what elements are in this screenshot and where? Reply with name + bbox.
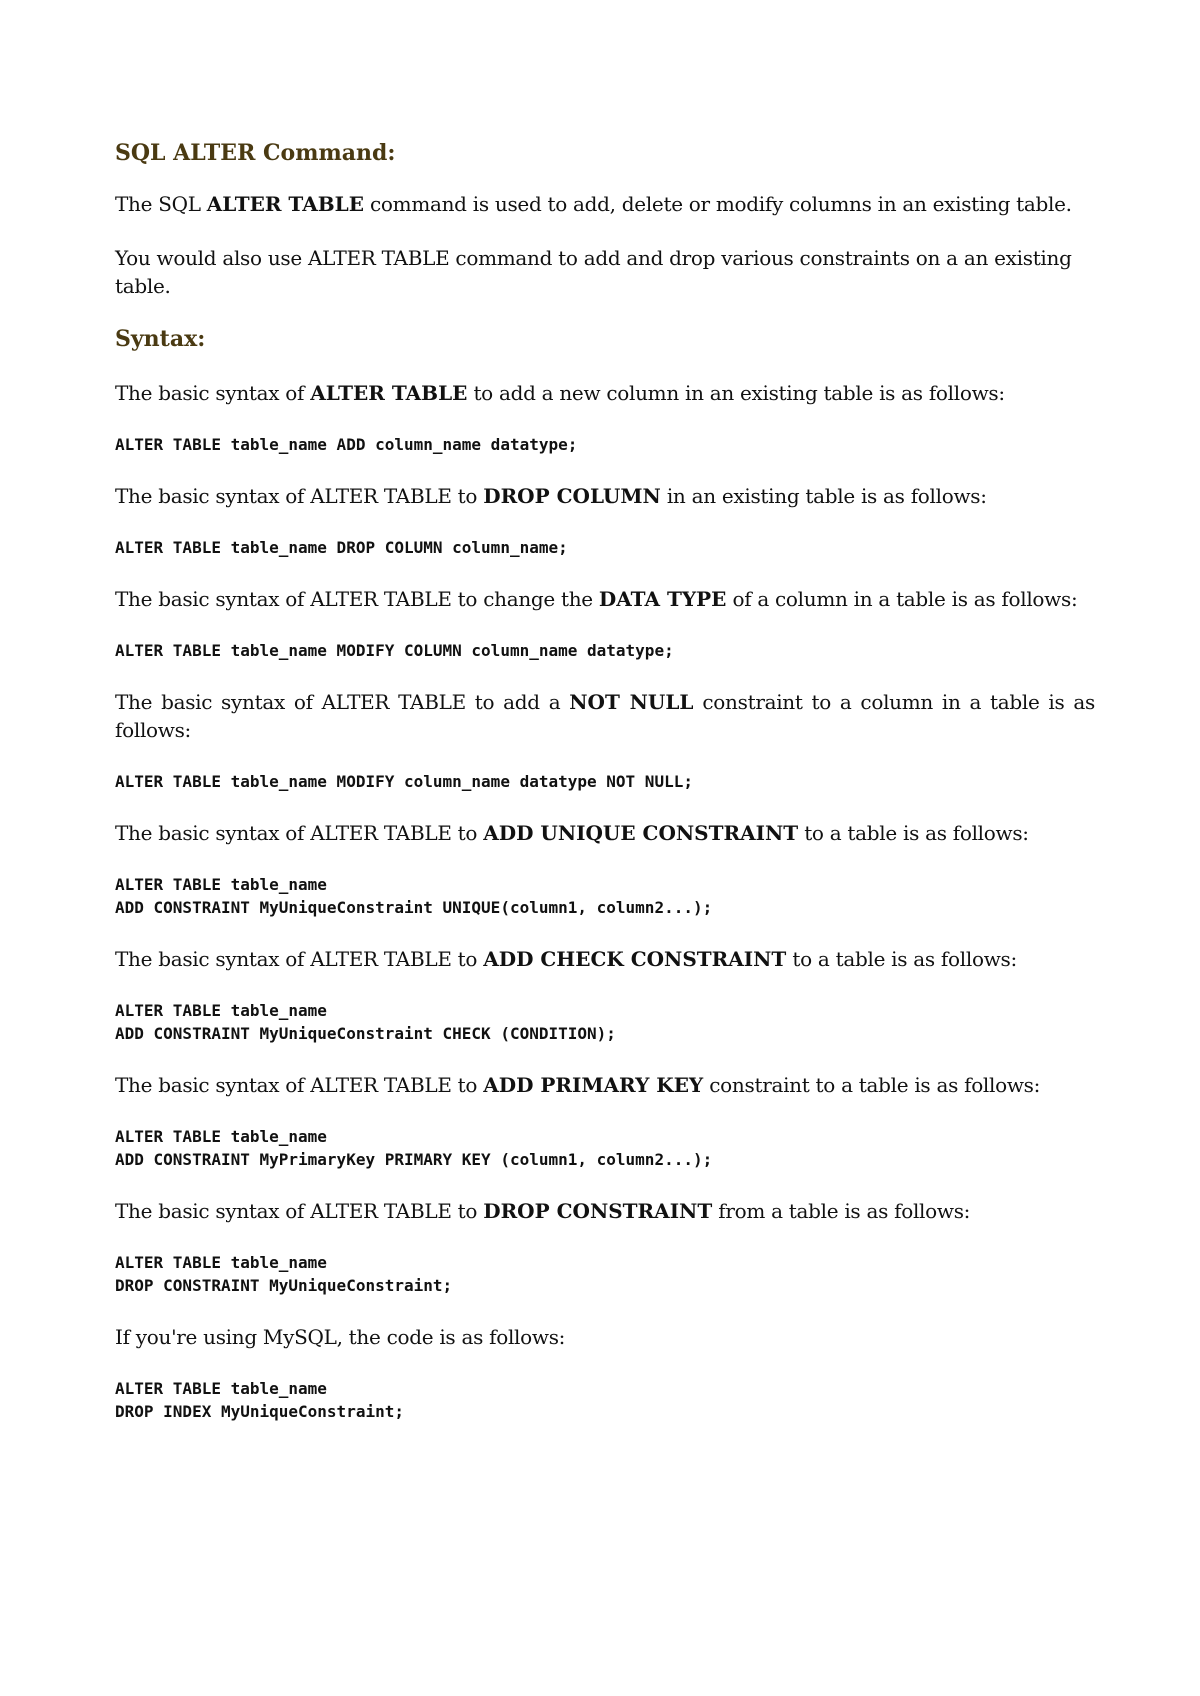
description-keyword: ADD CHECK CONSTRAINT [483, 946, 787, 971]
description-keyword: DATA TYPE [598, 586, 727, 611]
document-page [115, 140, 1095, 1449]
section-description [115, 945, 1095, 973]
description-text: If you're using MySQL, the code is as follows: [115, 1324, 566, 1349]
page-title: SQL ALTER Command: [115, 140, 396, 166]
code-block [115, 873, 1095, 919]
syntax-heading: Syntax: [115, 326, 206, 353]
section-description [115, 1071, 1095, 1099]
code-line: ADD CONSTRAINT MyPrimaryKey PRIMARY KEY (column1, column2...); [115, 1149, 713, 1169]
section-description [115, 379, 1095, 407]
description-text: in an existing table is as follows: [660, 483, 987, 508]
description-text: constraint to a column in a table is as follows: [115, 689, 1095, 742]
description-text: of a column in a table is as follows: [726, 586, 1078, 611]
section-description [115, 585, 1095, 613]
description-text: from a table is as follows: [712, 1198, 971, 1223]
description-text: The basic syntax of ALTER TABLE to [115, 1198, 484, 1223]
code-line: ALTER TABLE table_name [115, 1378, 327, 1398]
code-line: ALTER TABLE table_name [115, 1000, 327, 1020]
intro-paragraph-2: You would also use ALTER TABLE command to add and drop various constraints on a an existing table. [115, 246, 1072, 299]
code-block [115, 1251, 1095, 1297]
code-line: DROP INDEX MyUniqueConstraint; [115, 1401, 404, 1421]
code-line: ADD CONSTRAINT MyUniqueConstraint CHECK (CONDITION); [115, 1023, 616, 1043]
description-text: The basic syntax of ALTER TABLE to add a [115, 689, 570, 714]
code-block [115, 433, 1095, 456]
code-line: ALTER TABLE table_name ADD column_name datatype; [115, 434, 578, 454]
section-description [115, 819, 1095, 847]
code-block [115, 1377, 1095, 1423]
description-keyword: NOT NULL [569, 689, 694, 714]
section-description [115, 688, 1095, 744]
code-block [115, 639, 1095, 662]
description-text: The basic syntax of ALTER TABLE to [115, 483, 484, 508]
section-description [115, 1323, 1095, 1351]
description-text: The basic syntax of ALTER TABLE to [115, 820, 484, 845]
description-text: to a table is as follows: [798, 820, 1029, 845]
intro-paragraph-1 [115, 190, 1095, 218]
code-line: ALTER TABLE table_name [115, 1126, 327, 1146]
description-text: to add a new column in an existing table is as follows: [467, 380, 1005, 405]
description-keyword: ADD PRIMARY KEY [483, 1072, 704, 1097]
code-block [115, 536, 1095, 559]
description-text: to a table is as follows: [786, 946, 1017, 971]
intro-bold: ALTER TABLE [206, 192, 364, 217]
code-block [115, 999, 1095, 1045]
code-line: DROP CONSTRAINT MyUniqueConstraint; [115, 1275, 453, 1295]
description-text: The basic syntax of ALTER TABLE to [115, 946, 484, 971]
description-keyword: DROP CONSTRAINT [483, 1198, 713, 1223]
description-keyword: ALTER TABLE [310, 380, 468, 405]
description-keyword: DROP COLUMN [483, 483, 661, 508]
description-text: constraint to a table is as follows: [703, 1072, 1041, 1097]
code-line: ALTER TABLE table_name DROP COLUMN column_name; [115, 537, 568, 557]
code-line: ALTER TABLE table_name [115, 1252, 327, 1272]
code-line: ALTER TABLE table_name MODIFY column_name datatype NOT NULL; [115, 771, 693, 791]
code-line: ADD CONSTRAINT MyUniqueConstraint UNIQUE(column1, column2...); [115, 897, 713, 917]
section-description [115, 1197, 1095, 1225]
intro-text: The SQL [115, 192, 207, 217]
section-description [115, 482, 1095, 510]
description-text: The basic syntax of ALTER TABLE to [115, 1072, 484, 1097]
intro-text: command is used to add, delete or modify columns in an existing table. [363, 192, 1072, 217]
code-block [115, 770, 1095, 793]
code-line: ALTER TABLE table_name [115, 874, 327, 894]
description-text: The basic syntax of [115, 380, 311, 405]
code-line: ALTER TABLE table_name MODIFY COLUMN column_name datatype; [115, 640, 674, 660]
code-block [115, 1125, 1095, 1171]
description-keyword: ADD UNIQUE CONSTRAINT [483, 820, 799, 845]
description-text: The basic syntax of ALTER TABLE to change the [115, 586, 599, 611]
